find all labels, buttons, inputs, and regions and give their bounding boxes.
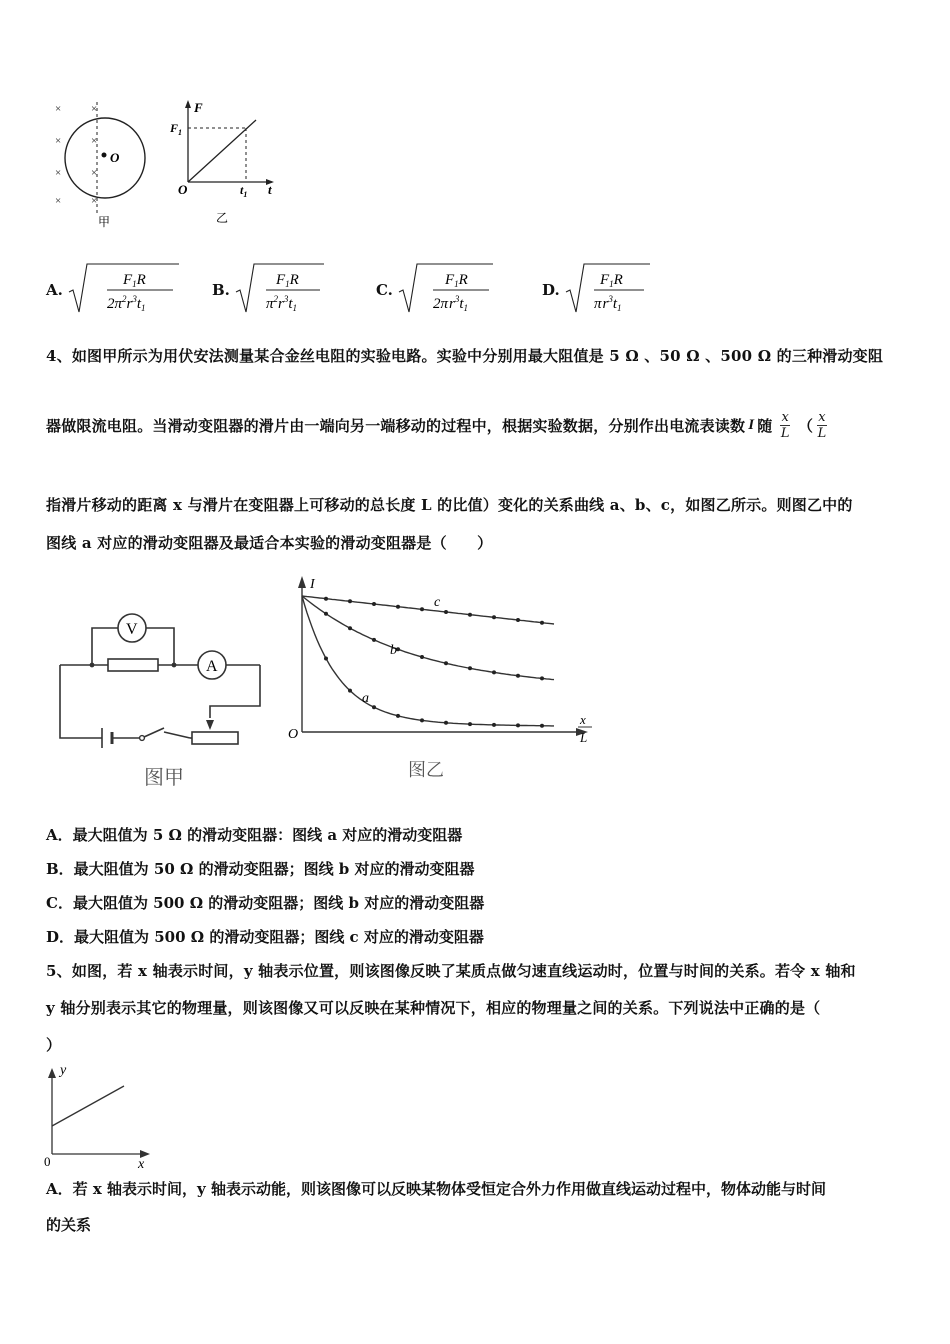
- curve-b-line: [302, 596, 554, 680]
- curve-c-point: [420, 607, 424, 611]
- svg-text:πr3t1: $\pi r^3t_1$: [593, 294, 622, 313]
- svg-text:π2r3t1: $\pi^2r^3t_1$: [265, 294, 297, 313]
- curve-b-point: [444, 661, 448, 665]
- q5-stem-line2: y 轴分别表示其它的物理量，则该图像又可以反映在某种情况下，相应的物理量之间的关系。下列说法中正确的是（: [46, 999, 821, 1017]
- curve-a-point: [468, 722, 472, 726]
- origin-label: O: [178, 182, 188, 197]
- curve-c-label: c: [434, 595, 441, 610]
- field-mark: ×: [55, 103, 62, 115]
- curve-c-point: [540, 621, 544, 625]
- curve-a-point: [348, 689, 352, 693]
- q4-stem-text: （: [798, 417, 814, 435]
- q5-stem-line1: 5、如图，若 x 轴表示时间，y 轴表示位置，则该图像反映了某质点做匀速直线运动时，位置与时间的关系。若令 x 轴和: [46, 962, 856, 980]
- q4-option-a[interactable]: A．最大阻值为 5 Ω 的滑动变阻器：图线 a 对应的滑动变阻器: [46, 826, 463, 844]
- rheostat: [192, 732, 238, 744]
- field-mark: ×: [91, 135, 98, 147]
- figure-caption-jia: 图甲: [144, 767, 184, 789]
- origin-label: 0: [44, 1154, 51, 1169]
- y-axis-label: y: [60, 1063, 67, 1078]
- switch-contact: [140, 736, 145, 741]
- q4-graph-figure: [284, 572, 594, 782]
- curve-a-point: [516, 723, 520, 727]
- curve-a-point: [444, 721, 448, 725]
- q4-option-c[interactable]: C．最大阻值为 500 Ω 的滑动变阻器；图线 b 对应的滑动变阻器: [46, 894, 485, 912]
- sqrt-expression: [560, 262, 660, 318]
- t1-label: $t_1$: [240, 183, 248, 199]
- q3-option-c[interactable]: [376, 262, 503, 318]
- svg-text:F1R: $F_1R$: [599, 272, 623, 289]
- option-letter: B.: [212, 281, 230, 299]
- figure-caption-yi: 图乙: [408, 760, 444, 780]
- q5-option-a-line1[interactable]: A．若 x 轴表示时间，y 轴表示动能，则该图像可以反映某物体受恒定合外力作用做直线运动过程中，物体动能与时间: [46, 1180, 826, 1198]
- q4-stem-line4: 图线 a 对应的滑动变阻器及最适合本实验的滑动变阻器是（ ）: [46, 534, 493, 552]
- y-arrow: [298, 576, 306, 588]
- q3-figure-yi: [168, 98, 288, 230]
- curve-b: [302, 596, 554, 680]
- q5-graph-figure: [36, 1060, 156, 1170]
- svg-text:F1R: $F_1R$: [275, 272, 299, 289]
- curve-b-point: [372, 638, 376, 642]
- q4-stem-text: 随: [757, 417, 773, 435]
- curve-a-point: [540, 724, 544, 728]
- curve-a-point: [420, 718, 424, 722]
- ratio-fraction: $\frac{x}{L}$: [780, 410, 790, 441]
- y-arrow: [185, 100, 191, 108]
- q5-stem-line3: ）: [46, 1036, 62, 1054]
- junction: [90, 663, 95, 668]
- center-dot: [102, 153, 107, 158]
- y-axis-label: F: [194, 100, 203, 115]
- sqrt-expression: [63, 262, 183, 318]
- x-axis-label: t: [268, 182, 272, 197]
- ratio-fraction: $\frac{x}{L}$: [817, 410, 827, 441]
- curve-c-point: [396, 605, 400, 609]
- q3-option-a[interactable]: [46, 262, 183, 318]
- switch-blade: [144, 728, 164, 737]
- curve-b-point: [348, 626, 352, 630]
- curve-c: [302, 596, 554, 625]
- q3-figure-jia: [44, 98, 164, 230]
- field-mark: ×: [91, 103, 98, 115]
- current-symbol: I: [748, 417, 755, 433]
- curve-b-point: [540, 676, 544, 680]
- q3-option-d[interactable]: [542, 262, 660, 318]
- curve-a-label: a: [362, 691, 369, 706]
- q4-stem-text: 器做限流电阻。当滑动变阻器的滑片由一端向另一端移动的过程中，根据实验数据，分别作出电流表读数: [46, 417, 746, 435]
- curve-a-point: [492, 723, 496, 727]
- field-mark: ×: [55, 135, 62, 147]
- circle-region: [65, 118, 145, 198]
- q4-circuit-figure: [50, 604, 280, 794]
- y-axis-label: I: [310, 577, 315, 592]
- q4-stem-line1: 4、如图甲所示为用伏安法测量某合金丝电阻的实验电路。实验中分别用最大阻值是 5 Ω 、50 Ω 、500 Ω 的三种滑动变阻: [46, 347, 884, 365]
- junction: [172, 663, 177, 668]
- q4-option-d[interactable]: D．最大阻值为 500 Ω 的滑动变阻器；图线 c 对应的滑动变阻器: [46, 928, 484, 946]
- curve-b-point: [468, 666, 472, 670]
- curve-c-point: [492, 615, 496, 619]
- ammeter-label: A: [206, 658, 218, 675]
- curve-a-line: [302, 596, 554, 726]
- curve-a: [302, 596, 554, 728]
- field-mark: ×: [91, 167, 98, 179]
- svg-text:2π2r3t1: $2\pi^2r^3t_1$: [106, 294, 146, 313]
- x-axis-label: x: [138, 1157, 145, 1170]
- q3-option-b[interactable]: [212, 262, 330, 318]
- curve-a-point: [324, 657, 328, 661]
- curve-c-point: [324, 597, 328, 601]
- center-label: O: [110, 150, 120, 165]
- curve-a-point: [396, 714, 400, 718]
- curve-c-point: [372, 602, 376, 606]
- q4-stem-line3: 指滑片移动的距离 x 与滑片在变阻器上可移动的总长度 L 的比值）变化的关系曲线 a、b、c，如图乙所示。则图乙中的: [46, 496, 853, 514]
- field-mark: ×: [55, 167, 62, 179]
- curve-b-point: [492, 670, 496, 674]
- curve-b-point: [324, 612, 328, 616]
- curve-c-point: [516, 618, 520, 622]
- sqrt-expression: [230, 262, 330, 318]
- y-arrow: [48, 1068, 56, 1078]
- curve-c-point: [444, 610, 448, 614]
- svg-text:F1R: $F_1R$: [444, 272, 468, 289]
- x-axis-label-den: L: [580, 730, 588, 745]
- field-mark: ×: [55, 195, 62, 207]
- figure-caption-jia: 甲: [98, 215, 111, 229]
- option-letter: A.: [46, 281, 63, 299]
- f1-label: $F_1$: [170, 121, 183, 137]
- linear-line: [52, 1086, 124, 1126]
- figure-caption-yi: 乙: [216, 211, 229, 225]
- sqrt-expression: [393, 262, 503, 318]
- q5-option-a-line2[interactable]: 的关系: [46, 1216, 92, 1234]
- curve-b-point: [516, 674, 520, 678]
- slider-arrow: [206, 720, 214, 730]
- curve-c-point: [468, 613, 472, 617]
- option-letter: D.: [542, 281, 560, 299]
- svg-text:2πr3t1: $2\pi r^3t_1$: [432, 294, 468, 313]
- x-axis-label-num: x: [580, 712, 586, 727]
- origin-label: O: [288, 727, 299, 742]
- option-letter: C.: [376, 281, 393, 299]
- field-mark: ×: [91, 195, 98, 207]
- resistor: [108, 659, 158, 671]
- svg-text:F1R: $F_1R$: [122, 272, 146, 289]
- q4-option-b[interactable]: B．最大阻值为 50 Ω 的滑动变阻器；图线 b 对应的滑动变阻器: [46, 860, 475, 878]
- q4-stem-line2: [46, 410, 827, 441]
- curve-c-point: [348, 599, 352, 603]
- curve-a-point: [372, 705, 376, 709]
- voltmeter-label: V: [126, 621, 138, 638]
- curve-b-point: [420, 655, 424, 659]
- curve-b-label: b: [390, 643, 397, 658]
